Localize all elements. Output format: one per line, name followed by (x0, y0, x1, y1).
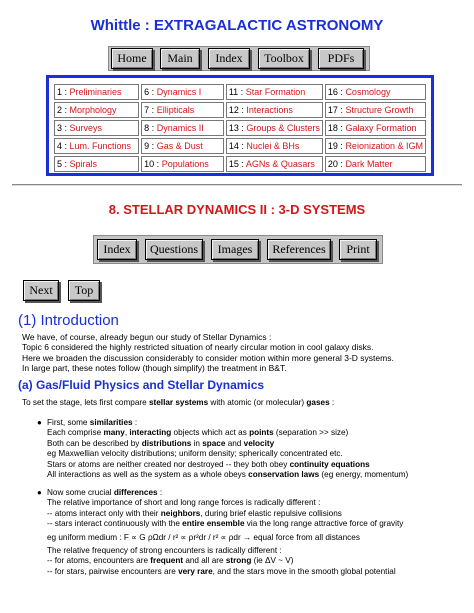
top-button[interactable]: Top (68, 280, 100, 301)
topic-link[interactable]: 10 : Populations (141, 156, 224, 172)
topic-link[interactable]: 4 : Lum. Functions (54, 138, 139, 154)
toolbox-button[interactable]: Toolbox (258, 48, 310, 69)
divider (12, 184, 462, 186)
topic-link[interactable]: 20 : Dark Matter (325, 156, 426, 172)
topic-link[interactable]: 5 : Spirals (54, 156, 139, 172)
print-button[interactable]: Print (339, 239, 377, 260)
index-button[interactable]: Index (208, 48, 250, 69)
topic-link[interactable]: 16 : Cosmology (325, 84, 426, 100)
site-title: Whittle : EXTRAGALACTIC ASTRONOMY (90, 17, 384, 34)
topic-link[interactable]: 7 : Ellipticals (141, 102, 224, 118)
bullet-icon: ● (37, 488, 42, 497)
topic-link[interactable]: 14 : Nuclei & BHs (226, 138, 323, 154)
topics-table (46, 75, 434, 176)
topic-link[interactable]: 8 : Dynamics II (141, 120, 224, 136)
lead-paragraph: To set the stage, lets first compare stellar systems with atomic (or molecular) gases : (22, 398, 335, 407)
topic-link[interactable]: 15 : AGNs & Quasars (226, 156, 323, 172)
main-button[interactable]: Main (160, 48, 200, 69)
text-line: Here we broaden the discussion considerably to consider motion within more general 3-D systems. (22, 352, 394, 363)
topic-link[interactable]: 11 : Star Formation (226, 84, 323, 100)
topic-link[interactable]: 1 : Preliminaries (54, 84, 139, 100)
topic-link[interactable]: 6 : Dynamics I (141, 84, 224, 100)
references-button[interactable]: References (267, 239, 331, 260)
topic-link[interactable]: 19 : Reionization & IGM (325, 138, 426, 154)
text-line: We have, of course, already begun our study of Stellar Dynamics : (22, 332, 272, 342)
topic-link[interactable]: 18 : Galaxy Formation (325, 120, 426, 136)
index-button[interactable]: Index (97, 239, 137, 260)
intro-paragraph (22, 332, 394, 373)
differences-list: Now some crucial differences : The relative importance of short and long range forces is radically different : -- atoms interact only with their neighbors, during brief elastic repulsive collisions -- stars interact continuously with the entire ensemble via the long range attractive force of gravity eg uniform medium : F ∝ G ρΩdr / r² ∝ ρr²dr / r² ∝ ρdr → equal force from all distances The relative frequency of strong encounters is radically different : -- for atoms, encounters are frequent and all are strong (ie ΔV ~ V) -- for stars, pairwise encounters are very rare, and the stars move in the smooth global potential (47, 488, 404, 576)
section-heading-introduction: (1) Introduction (18, 312, 119, 329)
bullet-icon: ● (37, 418, 42, 427)
similarities-list: First, some similarities : Each comprise many, interacting objects which act as points (separation >> size) Both can be described by distributions in space and velocity eg Maxwellian velocity distributions; uniform density; spherically concentrated etc. Stars or atoms are neither created nor destroyed -- they both obey continuity equations All interactions as well as the system as a whole obeys conservation laws (eg energy, momentum) (47, 418, 409, 480)
topic-link[interactable]: 3 : Surveys (54, 120, 139, 136)
chapter-title: 8. STELLAR DYNAMICS II : 3-D SYSTEMS (108, 202, 366, 217)
text-line: In large part, these notes follow (though simplify) the treatment in B&T. (22, 362, 287, 373)
topic-link[interactable]: 2 : Morphology (54, 102, 139, 118)
topic-link[interactable]: 13 : Groups & Clusters (226, 120, 323, 136)
topic-link[interactable]: 17 : Structure Growth (325, 102, 426, 118)
questions-button[interactable]: Questions (145, 239, 203, 260)
text-line: Topic 6 considered the highly restricted situation of nearly circular motion in cool galaxy disks. (22, 342, 374, 353)
section-heading-gas-fluid: (a) Gas/Fluid Physics and Stellar Dynamics (18, 378, 265, 392)
topic-link[interactable]: 9 : Gas & Dust (141, 138, 224, 154)
next-button[interactable]: Next (23, 280, 59, 301)
pdfs-button[interactable]: PDFs (318, 48, 364, 69)
home-button[interactable]: Home (111, 48, 153, 69)
images-button[interactable]: Images (211, 239, 259, 260)
topic-link[interactable]: 12 : Interactions (226, 102, 323, 118)
